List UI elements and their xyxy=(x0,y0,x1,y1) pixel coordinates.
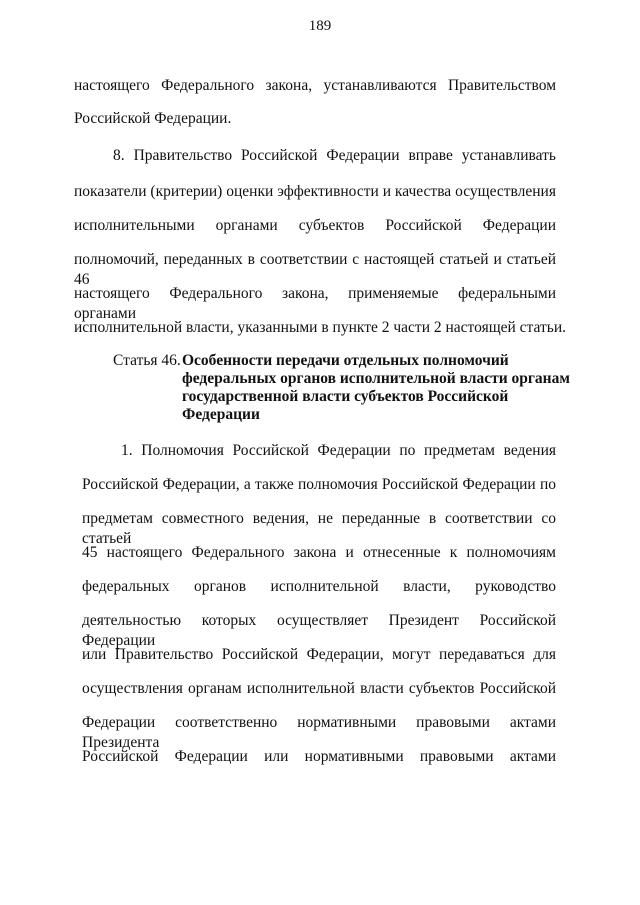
article-title-line-1: Особенности передачи отдельных полномочий xyxy=(182,352,509,369)
paragraph-7-line-2: Российской Федерации. xyxy=(74,110,232,127)
paragraph-8-line-3: исполнительными органами субъектов Российской Федерации xyxy=(74,217,556,234)
paragraph-1-line-5: федеральных органов исполнительной власти, руководство xyxy=(82,578,556,595)
paragraph-8-line-6: исполнительной власти, указанными в пункте 2 части 2 настоящей статьи. xyxy=(74,319,567,336)
paragraph-1-line-7: или Правительство Российской Федерации, могут передаваться для xyxy=(82,646,556,663)
article-title-line-4: Федерации xyxy=(182,406,260,423)
paragraph-1-line-9: Федерации соответственно нормативными правовыми актами Президента xyxy=(82,714,556,751)
paragraph-8-line-5: настоящего Федерального закона, применяемые федеральными органами xyxy=(74,285,556,322)
article-title-line-2: федеральных органов исполнительной власти органам xyxy=(182,370,570,387)
article-number: Статья 46. xyxy=(113,352,181,369)
paragraph-1-line-4: 45 настоящего Федерального закона и отнесенные к полномочиям xyxy=(82,544,556,561)
paragraph-1-line-10: Российской Федерации или нормативными правовыми актами xyxy=(82,748,556,765)
paragraph-8-line-1: 8. Правительство Российской Федерации вправе устанавливать xyxy=(113,147,556,164)
paragraph-8-line-2: показатели (критерии) оценки эффективности и качества осуществления xyxy=(74,183,556,200)
paragraph-1-line-3: предметам совместного ведения, не переданные в соответствии со статьей xyxy=(82,510,556,547)
paragraph-1-line-2: Российской Федерации, а также полномочия Российской Федерации по xyxy=(82,476,556,493)
article-46-heading xyxy=(113,352,573,424)
paragraph-1-line-8: осуществления органам исполнительной власти субъектов Российской xyxy=(82,680,556,697)
paragraph-8-line-4: полномочий, переданных в соответствии с настоящей статьей и статьей 46 xyxy=(74,251,556,288)
paragraph-1-line-1: 1. Полномочия Российской Федерации по предметам ведения xyxy=(121,442,556,459)
paragraph-7-line-1: настоящего Федерального закона, устанавливаются Правительством xyxy=(74,77,556,94)
article-title-line-3: государственной власти субъектов Российской xyxy=(182,388,509,405)
paragraph-1-line-6: деятельностью которых осуществляет Президент Российской Федерации xyxy=(82,612,556,649)
page-number: 189 xyxy=(308,18,332,34)
